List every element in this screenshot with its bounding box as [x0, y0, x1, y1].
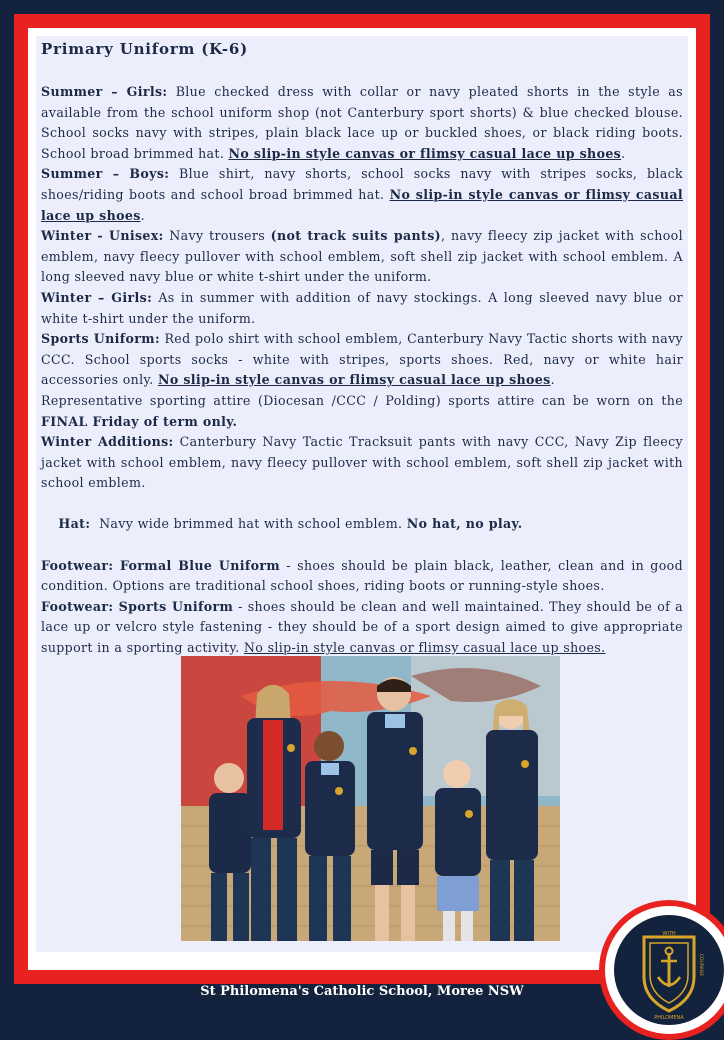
summer-girls-shoe-note: No slip-in style canvas or flimsy casual lace up shoes [228, 145, 622, 161]
footer-school-name: St Philomena's Catholic School, Moree NSW [200, 984, 524, 999]
crest-motto-top: WITH [662, 931, 676, 937]
summer-girls-text: Blue checked dress with collar or navy pleated shorts in the style as available from the school uniform shop (not Canterbury sport shorts) & blue checked blouse. School socks navy with stripes, plain black lace up or buckled shoes, or black riding boots. School broad brimmed hat. [41, 84, 683, 161]
footwear-sports-shoe-note: No slip-in style canvas or flimsy casual lace up shoes. [243, 640, 606, 656]
crest-motto-right: COURAGE [698, 953, 703, 977]
representative-paragraph [41, 391, 683, 432]
summer-girls-paragraph [41, 82, 683, 164]
footwear-formal-label: Footwear: Formal Blue Uniform [41, 557, 281, 573]
students-photo-illustration [181, 656, 560, 941]
summer-girls-label: Summer – Girls: [41, 84, 168, 99]
footwear-formal-paragraph [41, 556, 683, 597]
winter-unisex-text-2: , navy fleecy zip jacket with school emblem, navy fleecy pullover with school emblem, soft shell zip jacket with school emblem. A long sleeved navy blue or white t-shirt under the uniform. [41, 228, 683, 285]
winter-unisex-bold: (not track suits pants) [270, 228, 441, 244]
footwear-formal-text: - shoes should be plain black, leather, clean and in good condition. Options are traditional school shoes, riding boots or running-style shoes. [41, 557, 683, 594]
sports-uniform-end: . [550, 372, 555, 388]
school-crest-badge [599, 900, 724, 1040]
summer-boys-end: . [140, 207, 146, 223]
winter-additions-paragraph [41, 432, 683, 494]
hat-label: Hat: [58, 516, 91, 532]
winter-additions-text: Canterbury Navy Tactic Tracksuit pants with navy CCC, Navy Zip fleecy jacket with school emblem, navy fleecy pullover with school emblem, soft shell zip jacket with school emblem. [41, 434, 683, 491]
winter-girls-text: As in summer with addition of navy stockings. A long sleeved navy blue or white t-shirt under the uniform. [41, 289, 683, 326]
summer-boys-label: Summer – Boys: [41, 166, 170, 182]
crest-white-ring [605, 906, 724, 1034]
representative-bold: FINAL Friday of term only. [41, 413, 238, 429]
winter-unisex-text-1: Navy trousers [163, 228, 271, 244]
winter-unisex-label: Winter - Unisex: [41, 228, 164, 244]
summer-girls-end: . [621, 145, 626, 161]
summer-boys-shoe-note: No slip-in style canvas or flimsy casual lace up shoes [41, 186, 683, 223]
uniform-text-block [41, 40, 683, 659]
footwear-sports-label: Footwear: Sports Uniform [41, 598, 234, 614]
sports-uniform-text: Red polo shirt with school emblem, Canterbury Navy Tactic shorts with navy CCC. School sports socks - white with stripes, sports shoes. Red, navy or white hair accessories only. [41, 331, 683, 388]
summer-boys-paragraph [41, 164, 683, 226]
representative-text: Representative sporting attire (Diocesan /CCC / Polding) sports attire can be worn on the [41, 392, 683, 408]
footwear-sports-text: - shoes should be clean and well maintained. They should be of a lace up or velcro style fastening - they should be of a sport design aimed to give appropriate support in a sporting activity. [41, 598, 683, 656]
winter-additions-label: Winter Additions: [41, 434, 174, 450]
sports-uniform-shoe-note: No slip-in style canvas or flimsy casual lace up shoes [158, 372, 551, 388]
hat-paragraph [41, 494, 683, 556]
hat-text: Navy wide brimmed hat with school emblem. [90, 516, 407, 532]
winter-girls-paragraph [41, 288, 683, 329]
sports-uniform-label: Sports Uniform: [41, 331, 160, 347]
page-title: Primary Uniform (K-6) [41, 40, 249, 58]
students-uniform-photo [181, 656, 560, 941]
crest-shield-icon [614, 915, 724, 1025]
hat-bold: No hat, no play. [406, 516, 523, 532]
summer-boys-text: Blue shirt, navy shorts, school socks navy with stripes socks, black shoes/riding boots and school broad brimmed hat. [41, 166, 683, 202]
crest-navy-disc [614, 915, 724, 1025]
footwear-sports-paragraph [41, 597, 683, 659]
winter-girls-label: Winter – Girls: [41, 289, 153, 305]
crest-motto-bottom: PHILOMENA [654, 1015, 684, 1021]
winter-unisex-paragraph [41, 226, 683, 288]
sports-uniform-paragraph [41, 329, 683, 391]
